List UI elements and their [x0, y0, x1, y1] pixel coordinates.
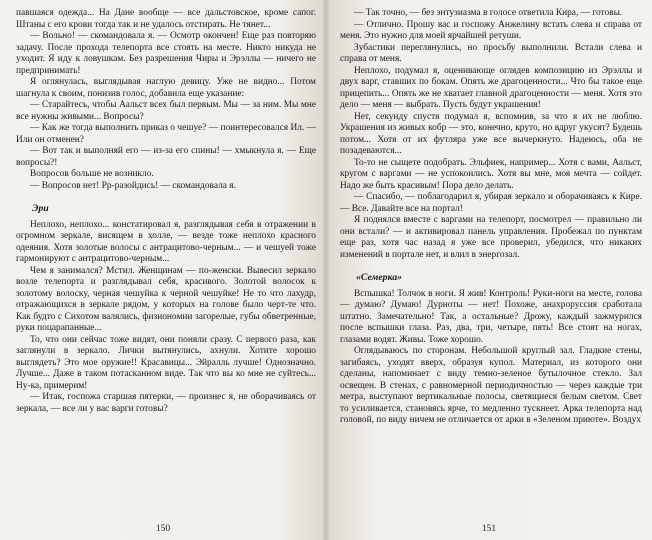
- paragraph: — Вот так и выполняй его — из-за его спины! — хмыкнула я. — Еще вопросы?!: [16, 146, 316, 168]
- paragraph: Нет, секунду спустя подумал я, вспомнив, за что я их не люблю. Украшения из живых кобр — это, конечно, круто, но вдруг укусят? Будешь потом... Хотя от их футляра уже все вычеркнуто. Надеюсь, оба не позадеваются...: [340, 111, 642, 156]
- paragraph: — Вольно! — скомандовала я. — Осмотр окончен! Еще раз повторяю задачу. После прохода телепорта все стоять на месте. Никто никуда не уходит. Я иду к ловушкам. Без разрешения Чиры и Эрэллы — ничего не предпринимать!: [16, 31, 316, 76]
- paragraph: Чем я занимался? Мстил. Женщинам — по-женски. Вывесил зеркало возле телепорта и разглядывал себя, красивого. Золотой волосок к золотому волоску, черная чешуйка к черной чешуйке! Не то что лахудр, отражающихся в зеркале рядом, у которых на голове было черт-те что. Как будто с Сихотом валялись, физиономии загорелые, губы обветренные, руки поцарапанные...: [16, 265, 316, 333]
- paragraph: Зубастики переглянулись, но просьбу выполнили. Встали слева и справа от меня.: [340, 42, 642, 64]
- paragraph: — Отлично. Прошу вас и госпожу Анжелину встать слева и справа от меня. Это нужно для моей ярчайшей ретуши.: [340, 19, 642, 41]
- section-heading: Эри: [32, 203, 49, 214]
- paragraph: — Старайтесь, чтобы Аальст всех был первым. Мы — за ним. Мы мне все нужны живыми... Вопросы?: [16, 100, 316, 122]
- paragraph: павшаяся одежда... На Дане вообще — все дальстовское, кроме сапог. Штаны с его крови тогда так и не удалось отстирать. Не тянет...: [16, 8, 316, 30]
- paragraph: — Вопросов нет! Рр-разойдись! — скомандовала я.: [30, 180, 236, 191]
- paragraph: Неплохо, неплохо... констатировал я, разглядывая себя в отражении в огромном зеркале, висящем в холле, — везде тоже неплохо красного одеяния. Хотя золотые волосы с антрацитово-черным... — и чешуей тоже гармонируют с антрацитово-черным...: [16, 219, 316, 264]
- paragraph: Вопросов больше не возникло.: [30, 169, 154, 179]
- paragraph: Я оглянулась, выглядывая наглую девицу. Уже не видно... Потом шагнула к своим, понизив голос, добавила еще указание:: [16, 77, 316, 99]
- paragraph: — Итак, госпожа старшая пятерки, — произнес я, не оборачиваясь от зеркала, — все ли у вас варги готовы?: [16, 392, 316, 414]
- paragraph: Вспышка! Толчок в ноги. Я жив! Контроль! Руки-ноги на месте, голова — думаю? Думаю! Дурноты — нет! Похоже, анахроруссия сработала штатно. Замечательно! Так, а остальные? Дрожу, каждый зажмурился после вспышки глаза. Раз, два, три, четыре, пять! Все стоят на ногах, глазами водят. Живы. Тоже хорошо.: [340, 288, 642, 345]
- paragraph: — Спасибо, — поблагодарил я, убирая зеркало и оборачиваясь к Кире. — Все. Давайте все на портал!: [340, 192, 642, 214]
- right-text-block: [340, 8, 642, 427]
- paragraph: То, что они сейчас тоже видят, они поняли сразу. С первого раза, как заглянули в зеркало. Лички вытянулись, ахнули. Хотите хорошо выглядеть? Это мое оружие!! Красавицы... Эйралль лучше! Однозначно. Лучше... Даже в таком потасканном виде. Так что вы ко мне не суйтесь... Ну-ка, примерим!: [16, 334, 316, 391]
- section-heading: «Семерка»: [356, 272, 403, 283]
- page-number: 150: [155, 524, 171, 534]
- book-gutter: [322, 0, 330, 540]
- paragraph: — Так точно, — без энтузиазма в голосе ответила Кира, — готовы.: [354, 8, 623, 18]
- paragraph: Неплохо, подумал я, оценивающе оглядев композицию из Эрэллы и двух варг, ставших по бокам. Опять же драгоценности... Что бы такое еще прицепить... Опять же не хватает главной драгоценности — меня. Хотя это дело — меня — выбрать. Пусть будут украшения!: [340, 65, 642, 110]
- paragraph: Я поднялся вместе с варгами на телепорт, посмотрел — правильно ли они встали? — и активировал панель управления. Пробежал по пунктам еще раз, хотя час назад я уже все проверил, убедился, что никаких изменений в портале нет, и влил в энергозал.: [340, 215, 642, 260]
- left-text-block: [16, 8, 316, 415]
- paragraph: То-то не сыщете подобрать. Эльфиек, например... Хотя с вами, Аальст, кругом с варгами — не успокоились. Хотя вы мне, моя мечта — сойдет. Надо же быть красивым! Пора дело делать.: [340, 157, 642, 191]
- paragraph: Оглядываюсь по сторонам. Небольшой круглый зал. Гладкие стены, загибаясь, уходят вверх, образуя купол. Материал, из которого они сделаны, напоминает с виду темно-зеленое бутылочное стекло. Зал освещен. В стенах, с равномерной периодичностью — через каждые три метра, выступают вертикальные полосы, светящиеся белым светом. Свет то усиливается, становясь ярче, то медленно тускнеет. Арка телепорта над головой, по виду ничем не отличается от арки в «Зеленом приюте». Воздух: [340, 346, 642, 425]
- page-number: 151: [481, 524, 497, 534]
- right-page: [326, 0, 652, 540]
- paragraph: — Как же тогда выполнить приказ о чешуе? — поинтересовался Ил. — Или он отменен?: [16, 123, 316, 145]
